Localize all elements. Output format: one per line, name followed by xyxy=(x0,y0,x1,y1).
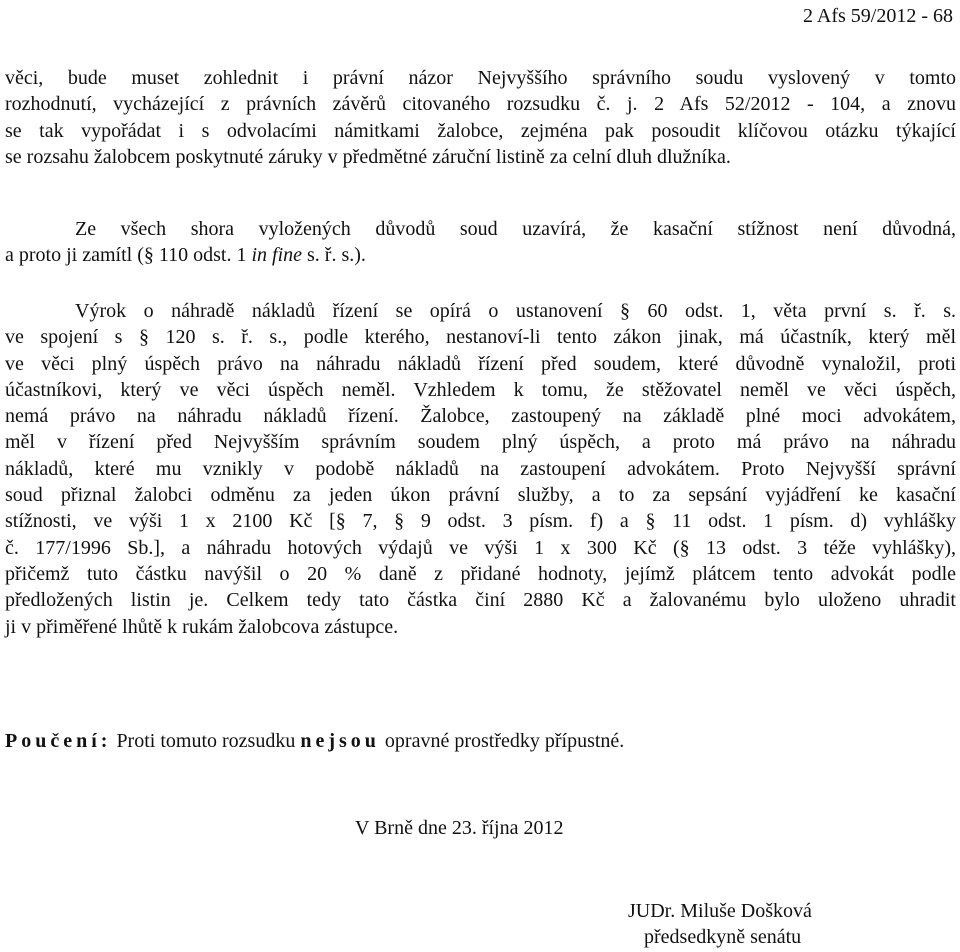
notice-label: Poučení: xyxy=(5,730,112,752)
paragraph-1 xyxy=(5,65,956,170)
paragraph-line: nemá právo na náhradu nákladů řízení. Žalobce, zastoupený na základě plné moci advokátem, xyxy=(5,405,956,428)
paragraph-line: Výrok o náhradě nákladů řízení se opírá o ustanovení § 60 odst. 1, věta první s. ř. s. xyxy=(75,300,956,322)
paragraph-line: předložených listin je. Celkem tedy tato částka činí 2880 Kč a žalovanému bylo uloženo uhradit xyxy=(5,589,956,612)
case-number: 2 Afs 59/2012 - 68 xyxy=(803,5,953,27)
place-and-date: V Brně dne 23. října 2012 xyxy=(355,817,564,839)
paragraph-line: Ze všech shora vyložených důvodů soud uzavírá, že kasační stížnost není důvodná, xyxy=(75,218,956,240)
signature-block xyxy=(628,898,812,950)
paragraph-3 xyxy=(5,298,956,640)
signatory-name: JUDr. Miluše Došková xyxy=(628,900,812,922)
paragraph-line: přičemž tuto částku navýšil o 20 % daně z přidané hodnoty, jejímž plátcem tento advokát podle xyxy=(5,562,956,585)
legal-notice xyxy=(5,728,624,754)
paragraph-line: stížnosti, ve výši 1 x 2100 Kč [§ 7, § 9 odst. 3 písm. f) a § 11 odst. 1 písm. d) vyhlášky xyxy=(5,510,956,533)
paragraph-line: soud přiznal žalobci odměnu za jeden úkon právní služby, a to za sepsání vyjádření ke kasační xyxy=(5,484,956,507)
paragraph-line: účastníkovi, který ve věci úspěch neměl. Vzhledem k tomu, že stěžovatel neměl ve věci úspěch, xyxy=(5,378,956,401)
signatory-role: předsedkyně senátu xyxy=(644,926,802,948)
paragraph-line: se tak vypořádat i s odvolacími námitkami žalobce, zejména pak posoudit klíčovou otázku týkající xyxy=(5,119,956,142)
paragraph-line: ji v přiměřené lhůtě k rukám žalobcova zástupce. xyxy=(5,615,399,638)
text-segment: a proto ji zamítl (§ 110 odst. 1 xyxy=(5,244,252,267)
paragraph-line: měl v řízení před Nejvyšším správním soudem plný úspěch, a proto má právo na náhradu xyxy=(5,431,956,454)
paragraph-line: č. 177/1996 Sb.], a náhradu hotových výdajů ve výši 1 x 300 Kč (§ 13 odst. 3 téže vyhlášky), xyxy=(5,536,956,559)
paragraph-line xyxy=(5,242,956,268)
paragraph-line: se rozsahu žalobcem poskytnuté záruky v předmětné záruční listině za celní dluh dlužníka. xyxy=(5,145,731,168)
paragraph-line: věci, bude muset zohlednit i právní názor Nejvyššího správního soudu vyslovený v tomto xyxy=(5,67,956,89)
paragraph-line: ve spojení s § 120 s. ř. s., podle kterého, nestanoví-li tento zákon jinak, má účastník, který měl xyxy=(5,326,956,349)
italic-term: in fine xyxy=(251,244,302,267)
notice-text: Proti tomuto rozsudku xyxy=(111,730,301,752)
paragraph-line: rozhodnutí, vycházející z právních závěrů citovaného rozsudku č. j. 2 Afs 52/2012 - 104, a znovu xyxy=(5,93,956,116)
paragraph-line: ve věci plný úspěch právo na náhradu nákladů řízení před soudem, které důvodně vynaložil, proti xyxy=(5,352,956,375)
notice-emphasis: nejsou xyxy=(300,730,380,752)
paragraph-line: nákladů, které mu vznikly v podobě nákladů na zastoupení advokátem. Proto Nejvyšší správní xyxy=(5,457,956,480)
text-segment: s. ř. s.). xyxy=(302,244,366,267)
paragraph-2 xyxy=(5,216,956,269)
notice-text: opravné prostředky přípustné. xyxy=(379,730,625,752)
